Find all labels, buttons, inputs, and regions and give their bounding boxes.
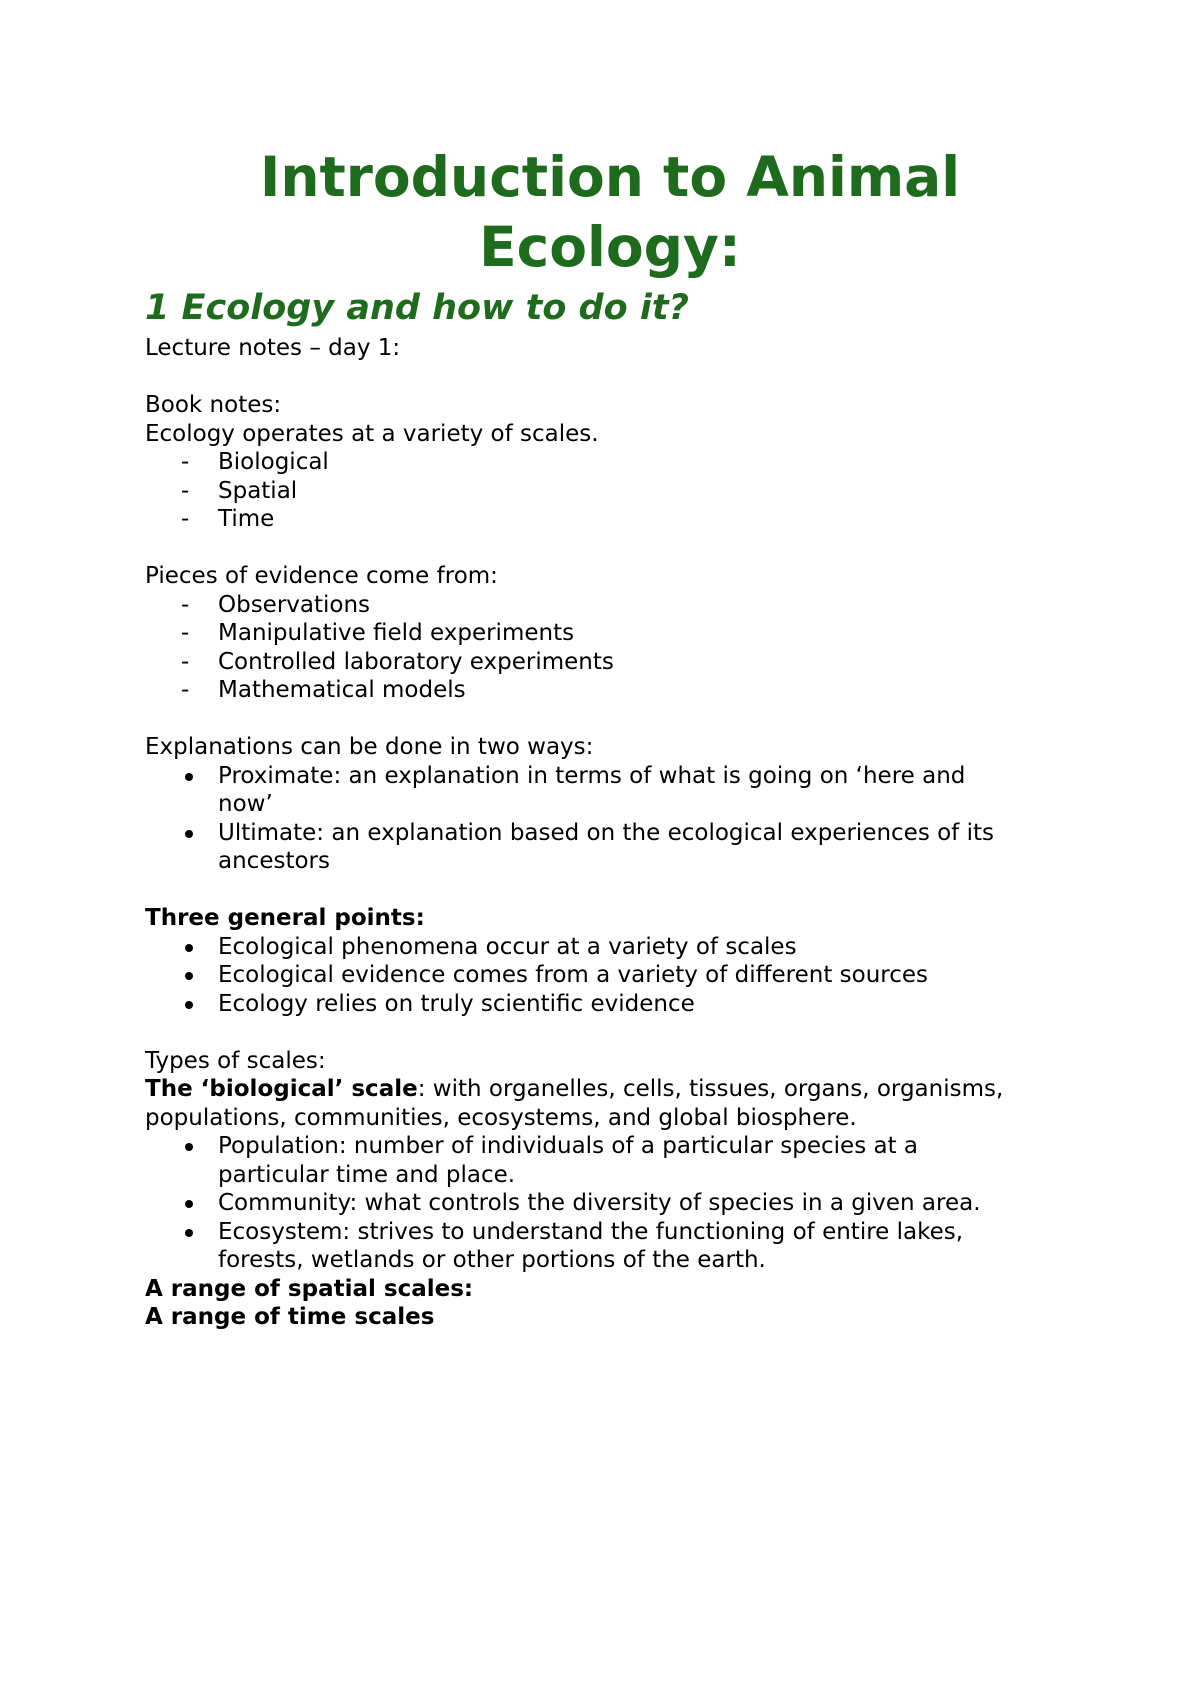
biological-scale-label: The ‘biological’ scale	[145, 1076, 418, 1102]
list-item: Ecology relies on truly scientific evidence	[145, 990, 1075, 1019]
scales-intro: Ecology operates at a variety of scales.	[145, 420, 599, 447]
general-points-list	[145, 933, 1075, 1019]
lecture-notes-label: Lecture notes – day 1:	[145, 335, 401, 361]
biological-scale-line-2: populations, communities, ecosystems, and global biosphere.	[145, 1104, 857, 1131]
list-item: - Spatial	[181, 477, 298, 504]
document-title	[145, 142, 1075, 282]
document-page	[145, 142, 1075, 1332]
spatial-scales-heading: A range of spatial scales:	[145, 1275, 474, 1302]
dash-marker: -	[181, 591, 190, 618]
book-notes-label: Book notes:	[145, 392, 282, 418]
bullet-icon	[185, 1200, 193, 1208]
biological-scale-line: The ‘biological’ scale: with organelles, cells, tissues, organs, organisms,	[145, 1076, 1004, 1102]
general-points-heading: Three general points:	[145, 905, 425, 931]
explanations-intro: Explanations can be done in two ways:	[145, 734, 594, 760]
time-scales-heading: A range of time scales	[145, 1304, 435, 1330]
evidence-intro: Pieces of evidence come from:	[145, 563, 498, 589]
list-item: - Mathematical models	[181, 677, 466, 703]
list-item: Community: what controls the diversity of species in a given area.	[145, 1189, 1075, 1218]
dash-marker: -	[181, 477, 190, 504]
list-item: Population: number of individuals of a particular species at a particular time and place.	[145, 1132, 1075, 1189]
types-heading: Types of scales:	[145, 1047, 326, 1074]
list-item: Ecological phenomena occur at a variety of scales	[145, 933, 1075, 962]
biological-items-list	[145, 1132, 1075, 1275]
dash-marker: -	[181, 506, 190, 532]
dash-marker: -	[181, 677, 190, 703]
section-heading: 1 Ecology and how to do it?	[145, 288, 689, 328]
list-item: Ultimate: an explanation based on the ecological experiences of its ancestors	[145, 819, 1075, 876]
scales-list	[145, 448, 1075, 534]
title-line-2: Ecology:	[479, 215, 741, 279]
list-item: Proximate: an explanation in terms of what is going on ‘here and now’	[145, 762, 1075, 819]
list-item: - Time	[181, 506, 275, 532]
dash-marker: -	[181, 620, 190, 646]
list-item: - Biological	[181, 449, 329, 475]
list-item: - Controlled laboratory experiments	[181, 648, 614, 675]
dash-marker: -	[181, 449, 190, 475]
bullet-icon	[185, 1001, 193, 1009]
list-item: - Observations	[181, 591, 371, 618]
bullet-icon	[185, 830, 193, 838]
bullet-icon	[185, 972, 193, 980]
bullet-icon	[185, 944, 193, 952]
evidence-list	[145, 591, 1075, 705]
title-line-1: Introduction to Animal	[259, 145, 961, 209]
explanations-list	[145, 762, 1075, 876]
bullet-icon	[185, 1143, 193, 1151]
dash-marker: -	[181, 648, 190, 675]
bullet-icon	[185, 773, 193, 781]
list-item: Ecological evidence comes from a variety of different sources	[145, 961, 1075, 990]
list-item: - Manipulative field experiments	[181, 620, 575, 646]
bullet-icon	[185, 1229, 193, 1237]
list-item: Ecosystem: strives to understand the functioning of entire lakes, forests, wetlands or other portions of the earth.	[145, 1218, 1075, 1275]
